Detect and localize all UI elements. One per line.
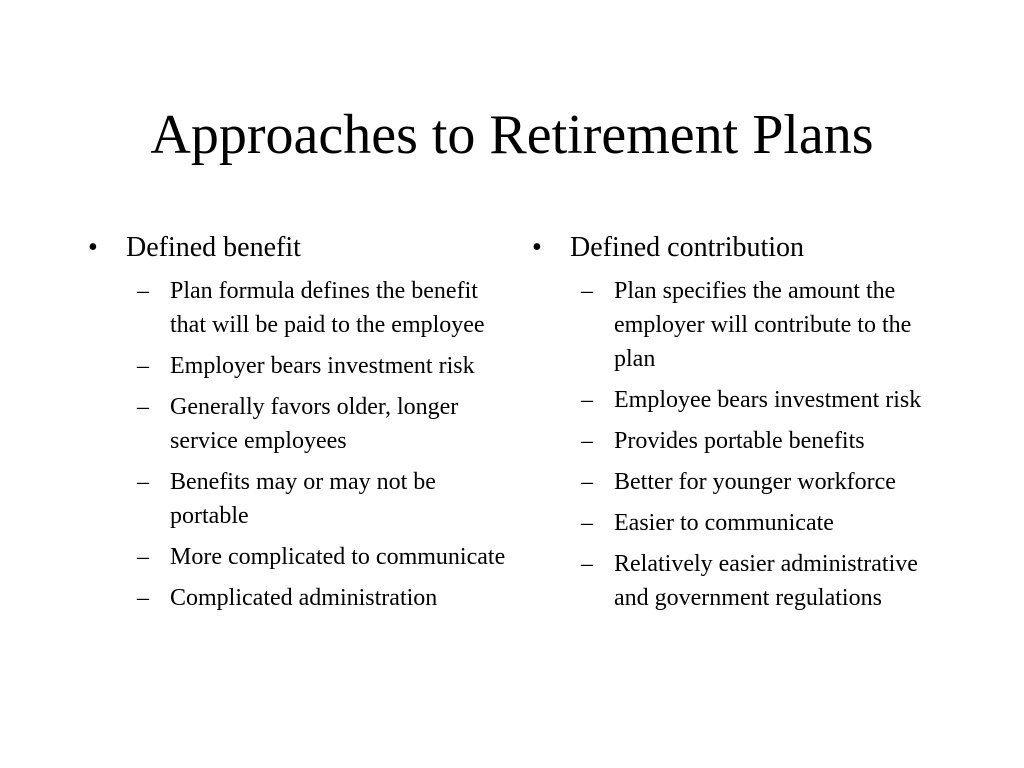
list-item: [137, 390, 508, 458]
list-item: [581, 383, 952, 417]
list-item-text: Employer bears investment risk: [170, 353, 475, 379]
dash-icon: –: [581, 469, 593, 495]
list-item: [581, 465, 952, 499]
list-item-text: Plan formula defines the benefit that will be paid to the employee: [170, 278, 485, 338]
bullet-icon: •: [532, 232, 542, 263]
list-item: [137, 465, 508, 533]
list-item: [137, 349, 508, 383]
dash-icon: –: [581, 428, 593, 454]
list-item: [581, 547, 952, 615]
list-item-text: Better for younger workforce: [614, 469, 896, 495]
defined-benefit-list: [88, 274, 508, 615]
dash-icon: –: [581, 278, 593, 304]
list-item-text: Generally favors older, longer service employees: [170, 394, 459, 454]
dash-icon: –: [137, 469, 149, 495]
defined-benefit-column: [88, 230, 508, 622]
list-item-text: Provides portable benefits: [614, 428, 865, 454]
list-item: [581, 424, 952, 458]
list-item-text: Complicated administration: [170, 585, 438, 611]
dash-icon: –: [137, 544, 149, 570]
list-item-text: Employee bears investment risk: [614, 387, 922, 413]
defined-benefit-bullet: [88, 230, 508, 266]
list-item: [137, 540, 508, 574]
dash-icon: –: [137, 278, 149, 304]
defined-benefit-heading: Defined benefit: [126, 232, 301, 263]
defined-contribution-heading: Defined contribution: [570, 232, 805, 263]
list-item-text: Relatively easier administrative and government regulations: [614, 551, 918, 611]
dash-icon: –: [137, 353, 149, 379]
dash-icon: –: [137, 585, 149, 611]
defined-contribution-list: [532, 274, 952, 615]
list-item: [137, 274, 508, 342]
list-item: [581, 506, 952, 540]
list-item-text: More complicated to communicate: [170, 544, 506, 570]
defined-contribution-bullet: [532, 230, 952, 266]
list-item-text: Benefits may or may not be portable: [170, 469, 436, 529]
defined-contribution-column: [532, 230, 952, 622]
dash-icon: –: [581, 551, 593, 577]
list-item: [137, 581, 508, 615]
list-item: [581, 274, 952, 376]
slide-title: Approaches to Retirement Plans: [150, 104, 874, 166]
dash-icon: –: [581, 387, 593, 413]
list-item-text: Plan specifies the amount the employer will contribute to the plan: [614, 278, 912, 372]
bullet-icon: •: [88, 232, 98, 263]
dash-icon: –: [581, 510, 593, 536]
list-item-text: Easier to communicate: [614, 510, 834, 536]
dash-icon: –: [137, 394, 149, 420]
